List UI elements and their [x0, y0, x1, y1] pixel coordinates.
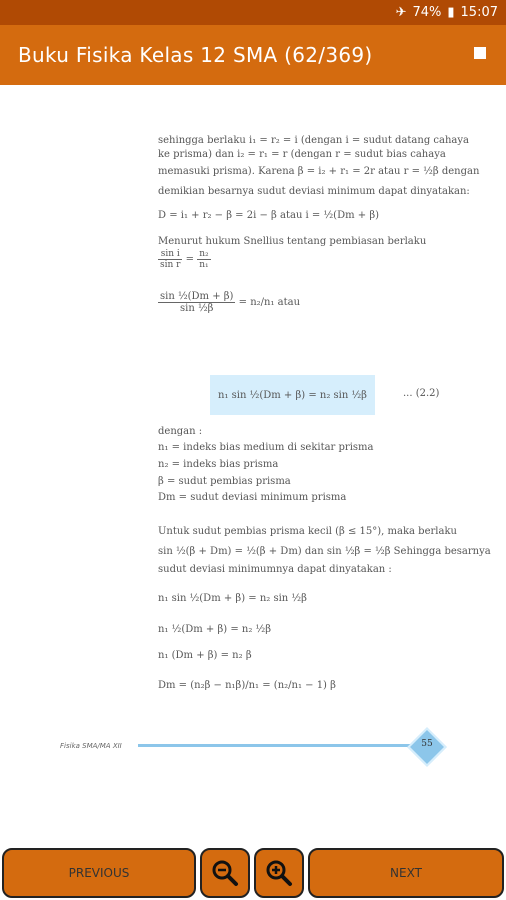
text-line: Untuk sudut pembias prisma kecil (β ≤ 15°), maka berlaku — [158, 526, 457, 537]
zoom-out-button[interactable] — [200, 848, 250, 898]
text-line: dengan : — [158, 426, 203, 437]
ratio-equation: $\frac{\text{sin ½(Dm + β)}}{\text{sin ½β}}$ = n₂/n₁ atau — [160, 291, 301, 314]
next-button[interactable] — [308, 848, 504, 898]
book-footer-label: Fisika SMA/MA XII — [60, 742, 122, 750]
derivation-step: n₁ (Dm + β) = n₂ β — [158, 650, 252, 661]
definition: Dm = sudut deviasi minimum prisma — [158, 492, 347, 503]
status-bar — [0, 0, 506, 25]
app-title: Buku Fisika Kelas 12 SMA (62/369) — [18, 43, 373, 67]
next-label: NEXT — [390, 866, 422, 880]
text-line: sudut deviasi minimumnya dapat dinyatakan : — [158, 564, 392, 575]
derivation-step: Dm = (n₂β − n₁β)/n₁ = (n₂/n₁ − 1) β — [158, 680, 336, 691]
snell-equation: $\frac{\text{sin i}}{\text{sin r}}$ = $\frac{\text{n₂}}{\text{n₁}}$ — [160, 249, 209, 270]
text-line: D = i₁ + r₂ − β = 2i − β atau i = ½(Dm + β) — [158, 210, 380, 221]
menu-icon[interactable] — [474, 47, 486, 59]
definition: n₁ = indeks bias medium di sekitar prisma — [158, 442, 374, 453]
footer-divider — [138, 744, 416, 747]
zoom-in-button[interactable] — [254, 848, 304, 898]
definition: n₂ = indeks bias prisma — [158, 459, 279, 470]
zoom-out-icon — [210, 858, 240, 888]
text-line: sehingga berlaku i₁ = r₂ = i (dengan i = sudut datang cahaya — [158, 135, 469, 146]
clock: 15:07 — [460, 5, 498, 20]
text-line: memasuki prisma). Karena β = i₂ + r₁ = 2r atau r = ½β dengan — [158, 166, 480, 177]
bottom-nav — [0, 842, 506, 900]
battery-icon: ▮ — [447, 5, 455, 20]
boxed-equation: n₁ sin ½(Dm + β) = n₂ sin ½β — [210, 375, 375, 415]
text-line: Menurut hukum Snellius tentang pembiasan berlaku — [158, 236, 427, 247]
text-line: demikian besarnya sudut deviasi minimum dapat dinyatakan: — [158, 186, 470, 197]
app-bar — [0, 25, 506, 85]
derivation-step: n₁ ½(Dm + β) = n₂ ½β — [158, 624, 271, 635]
airplane-icon: ✈ — [395, 5, 407, 20]
equation-number: ... (2.2) — [403, 388, 440, 399]
pdf-viewer[interactable] — [0, 85, 506, 798]
battery-percent: 74% — [412, 5, 442, 20]
previous-label: PREVIOUS — [68, 866, 130, 880]
text-line: sin ½(β + Dm) = ½(β + Dm) dan sin ½β = ½β Sehingga besarnya — [158, 546, 491, 557]
zoom-in-icon — [264, 858, 294, 888]
page-number: 55 — [421, 739, 433, 749]
derivation-step: n₁ sin ½(Dm + β) = n₂ sin ½β — [158, 593, 307, 604]
previous-button[interactable] — [2, 848, 196, 898]
definition: β = sudut pembias prisma — [158, 476, 291, 487]
text-line: ke prisma) dan i₂ = r₁ = r (dengan r = sudut bias cahaya — [158, 149, 446, 160]
book-page — [0, 85, 506, 798]
